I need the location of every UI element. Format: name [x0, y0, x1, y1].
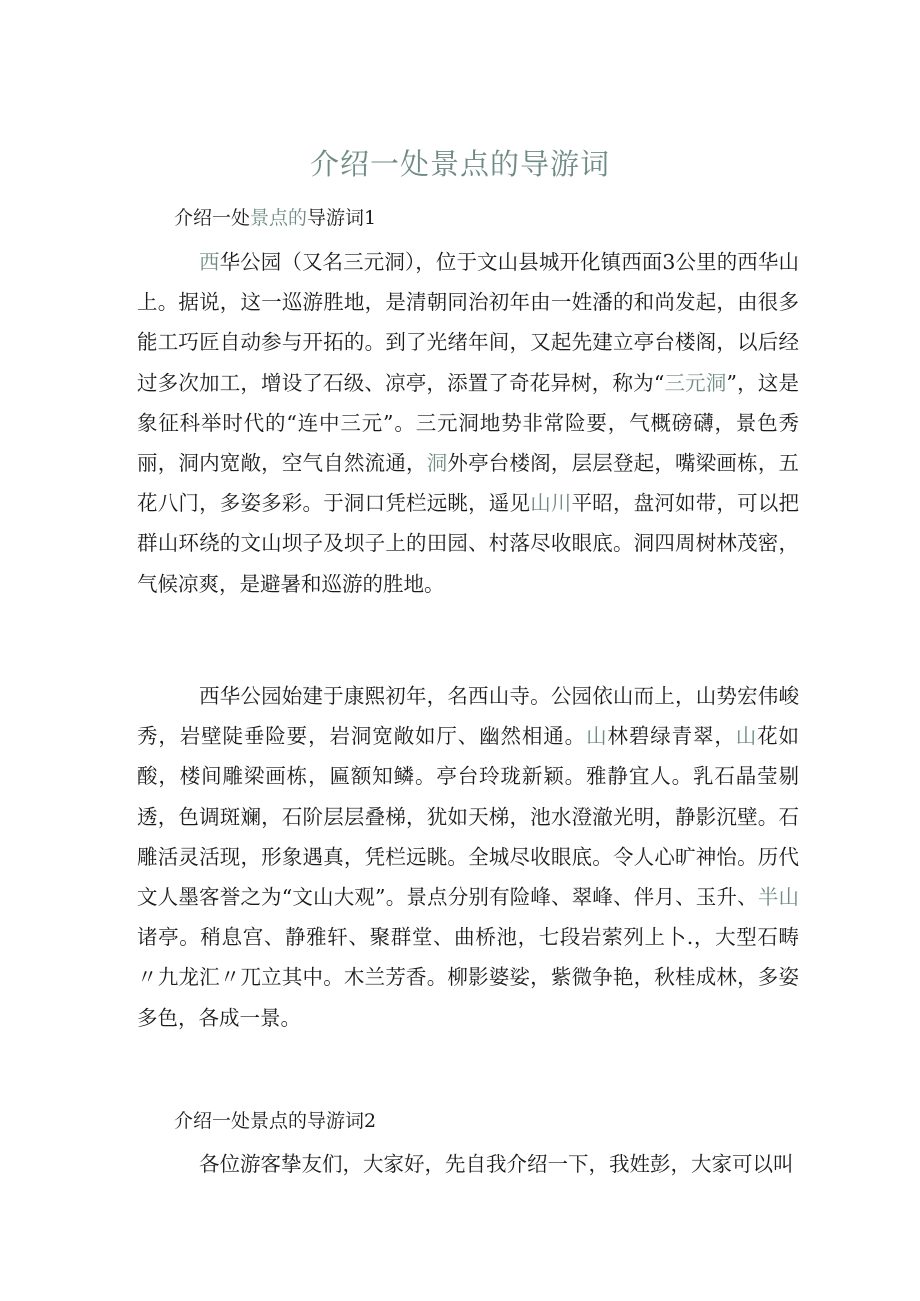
paragraph-1-seg-0: 西 [199, 250, 220, 274]
section-heading-2: 介绍一处景点的导游词2 [174, 1110, 377, 1132]
section-heading-1-highlight: 景点的 [250, 207, 308, 229]
paragraph-1 [137, 242, 799, 604]
paragraph-2-seg-4: 花如酸，楼间雕梁画栋，匾额知鳞。亭台玲珑新颖。雅静宜人。乳石晶莹剔透，色调斑斓，石阶层层叠梯，犹如天梯，池水澄澈光明，静影沉壁。石雕活灵活现，形象遇真，凭栏远眺。全城尽收眼底。令人心旷神怡。历代文人墨客誉之为“文山大观”。景点分别有险峰、翠峰、伴月、玉升、 [137, 724, 800, 910]
paragraph-1-seg-5: 外亭台楼阁，层层登起，嘴梁画栋，五花八门，多姿多彩。于洞口凭栏远眺，遥见 [137, 451, 800, 516]
section-heading-1-pre: 介绍一处 [174, 207, 251, 229]
paragraph-2-seg-2: 林碧绿青翠， [607, 724, 736, 749]
paragraph-3: 各位游客挚友们，大家好，先自我介绍一下，我姓彭，大家可以叫 [199, 1152, 794, 1176]
document-title: 介绍一处景点的导游词 [309, 147, 610, 181]
paragraph-2-seg-0: 西华公园始建于康熙初年，名西山寺。公园依山而上，山势宏伟峻秀，岩壁陡垂险要，岩洞宽敞如厅、幽然相通。 [137, 684, 799, 749]
section-heading-1-post: 导游词1 [307, 207, 377, 229]
paragraph-2 [137, 676, 799, 1038]
paragraph-1-seg-2: 三元洞 [664, 370, 727, 395]
paragraph-2-seg-1: 山 [586, 724, 608, 749]
section-heading-1 [174, 203, 376, 230]
paragraph-2-seg-3: 山 [735, 724, 758, 749]
paragraph-1-seg-4: 洞 [426, 451, 448, 476]
paragraph-1-seg-1: 华公园（又名三元洞），位于文山县城开化镇西面3公里的西华山上。据说，这一巡游胜地，是清朝同治初年由一姓潘的和尚发起，由很多能工巧匠自动参与开拓的。到了光绪年间，又起先建立亭台楼阁，以后经过多次加工，增设了石级、凉亭，添置了奇花异树，称为“ [137, 250, 799, 395]
paragraph-2-seg-5: 半山 [757, 885, 800, 910]
paragraph-1-seg-7: 平昭，盘河如带，可以把群山环绕的文山坝子及坝子上的田园、村落尽收眼底。洞四周树林茂密，气候凉爽，是避暑和巡游的胜地。 [137, 491, 800, 596]
paragraph-1-seg-3: ”，这是象征科举时代的“连中三元”。三元洞地势非常险要，气概磅礴，景色秀丽，洞内宽敞，空气自然流通， [137, 370, 800, 476]
paragraph-2-seg-6: 诸亭。稍息宫、静雅轩、聚群堂、曲桥池，七段岩萦列上卜.，大型石畴〃九龙汇〃兀立其中。木兰芳香。柳影婆娑，紫微争艳，秋桂成林，多姿多色，各成一景。 [137, 925, 799, 1030]
paragraph-1-seg-6: 山川 [530, 491, 572, 516]
